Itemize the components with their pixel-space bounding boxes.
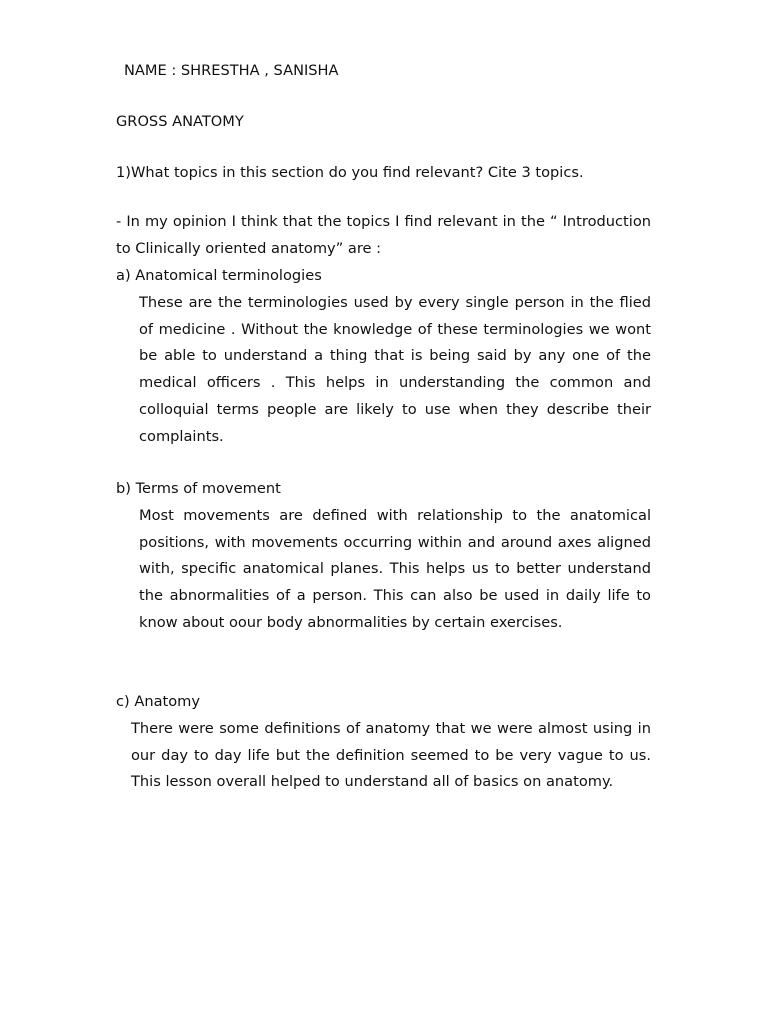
section-heading-b: b) Terms of movement	[116, 480, 281, 497]
section-heading-c: c) Anatomy	[116, 693, 201, 710]
subject-heading: GROSS ANATOMY	[116, 113, 244, 130]
question-text: 1)What topics in this section do you find relevant? Cite 3 topics.	[116, 164, 584, 181]
intro-paragraph: - In my opinion I think that the topics I find relevant in the “ Introduction to Clinically oriented anatomy” are :	[116, 213, 651, 257]
section-body-c: There were some definitions of anatomy that we were almost using in our day to day life but the definition seemed to be very vague to us. This lesson overall helped to understand all of basics on anatomy.	[131, 720, 651, 791]
student-name-line: NAME : SHRESTHA , SANISHA	[124, 62, 339, 79]
section-body-a: These are the terminologies used by every single person in the flied of medicine . Without the knowledge of these terminologies we wont be able to understand a thing that is being said by any one of the medical officers . This helps in understanding the common and colloquial terms people are likely to use when they describe their complaints.	[139, 294, 651, 445]
section-heading-a: a) Anatomical terminologies	[116, 267, 322, 284]
section-body-b: Most movements are defined with relationship to the anatomical positions, with movements occurring within and around axes aligned with, specific anatomical planes. This helps us to better understand the abnormalities of a person. This can also be used in daily life to know about oour body abnormalities by certain exercises.	[139, 507, 651, 631]
